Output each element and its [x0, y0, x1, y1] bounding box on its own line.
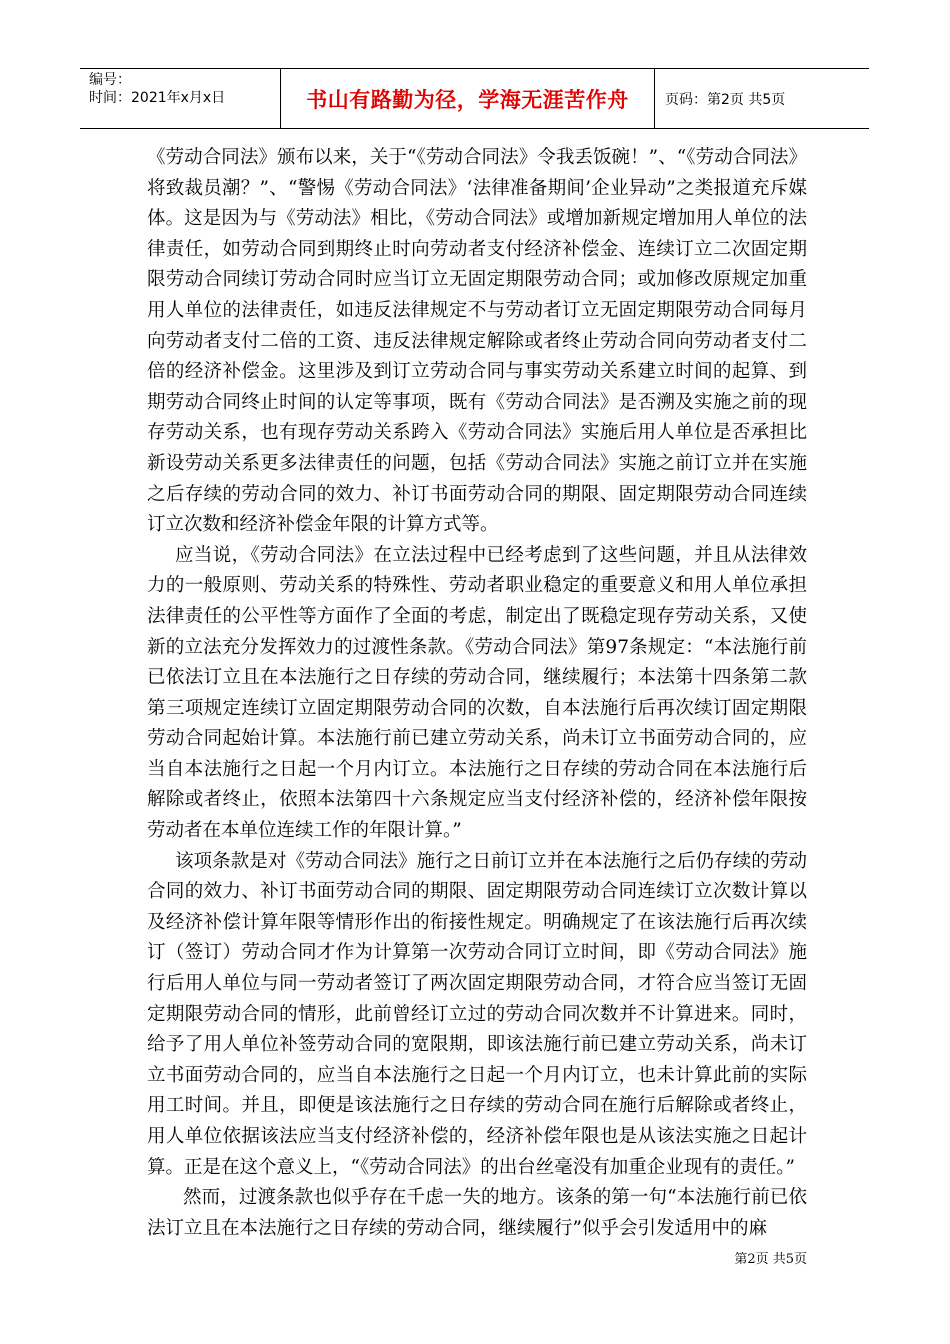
page-footer: 第2页 共5页	[734, 1252, 807, 1267]
body-paragraph-2: 应当说，《劳动合同法》在立法过程中已经考虑到了这些问题，并且从法律效力的一般原则、劳动关系的特殊性、劳动者职业稳定的重要意义和用人单位承担法律责任的公平性等方面作了全面的考虑，制定出了既稳定现存劳动关系，又使新的立法充分发挥效力的过渡性条款。《劳动合同法》第97条规定：“本法施行前已依法订立且在本法施行之日存续的劳动合同，继续履行；本法第十四条第二款第三项规定连续订立固定期限劳动合同的次数，自本法施行后再次续订固定期限劳动合同起始计算。本法施行前已建立劳动关系，尚未订立书面劳动合同的，应当自本法施行之日起一个月内订立。本法施行之日存续的劳动合同在本法施行后解除或者终止，依照本法第四十六条规定应当支付经济补偿的，经济补偿年限按劳动者在本单位连续工作的年限计算。”	[147, 544, 807, 842]
document-date: 时间：2021年x月x日	[89, 90, 226, 106]
body-paragraph-4: 然而，过渡条款也似乎存在千虑一失的地方。该条的第一句“本法施行前已依法订立且在本法施行之日存续的劳动合同，继续履行”似乎会引发适用中的麻	[147, 1187, 807, 1239]
header-meta	[80, 69, 281, 128]
document-number-label: 编号：	[89, 72, 131, 88]
document-body	[147, 143, 807, 1244]
header-page-info: 页码：第2页 共5页	[665, 91, 786, 108]
header-motto: 书山有路勤为径，学海无涯苦作舟	[281, 69, 655, 128]
page-header	[80, 68, 869, 129]
body-paragraph-3: 该项条款是对《劳动合同法》施行之日前订立并在本法施行之后仍存续的劳动合同的效力、补订书面劳动合同的期限、固定期限劳动合同连续订立次数计算以及经济补偿计算年限等情形作出的衔接性规定。明确规定了在该法施行后再次续订（签订）劳动合同才作为计算第一次劳动合同订立时间，即《劳动合同法》施行后用人单位与同一劳动者签订了两次固定期限劳动合同，才符合应当签订无固定期限劳动合同的情形，此前曾经订立过的劳动合同次数并不计算进来。同时，给予了用人单位补签劳动合同的宽限期，即该法施行前已建立劳动关系，尚未订立书面劳动合同的，应当自本法施行之日起一个月内订立，也未计算此前的实际用工时间。并且，即便是该法施行之日存续的劳动合同在施行后解除或者终止，用人单位依据该法应当支付经济补偿的，经济补偿年限也是从该法实施之日起计算。正是在这个意义上，“《劳动合同法》的出台丝毫没有加重企业现有的责任。”	[147, 850, 807, 1178]
body-paragraph-1: 《劳动合同法》颁布以来，关于“《劳动合同法》令我丢饭碗！”、“《劳动合同法》将致裁员潮？”、“警惕《劳动合同法》‘法律准备期间’企业异动”之类报道充斥媒体。这是因为与《劳动法》相比，《劳动合同法》或增加新规定增加用人单位的法律责任，如劳动合同到期终止时向劳动者支付经济补偿金、连续订立二次固定期限劳动合同续订劳动合同时应当订立无固定期限劳动合同；或加修改原规定加重用人单位的法律责任，如违反法律规定不与劳动者订立无固定期限劳动合同每月向劳动者支付二倍的工资、违反法律规定解除或者终止劳动合同向劳动者支付二倍的经济补偿金。这里涉及到订立劳动合同与事实劳动关系建立时间的起算、到期劳动合同终止时间的认定等事项，既有《劳动合同法》是否溯及实施之前的现存劳动关系，也有现存劳动关系跨入《劳动合同法》实施后用人单位是否承担比新设劳动关系更多法律责任的问题，包括《劳动合同法》实施之前订立并在实施之后存续的劳动合同的效力、补订书面劳动合同的期限、固定期限劳动合同连续订立次数和经济补偿金年限的计算方式等。	[147, 147, 807, 536]
